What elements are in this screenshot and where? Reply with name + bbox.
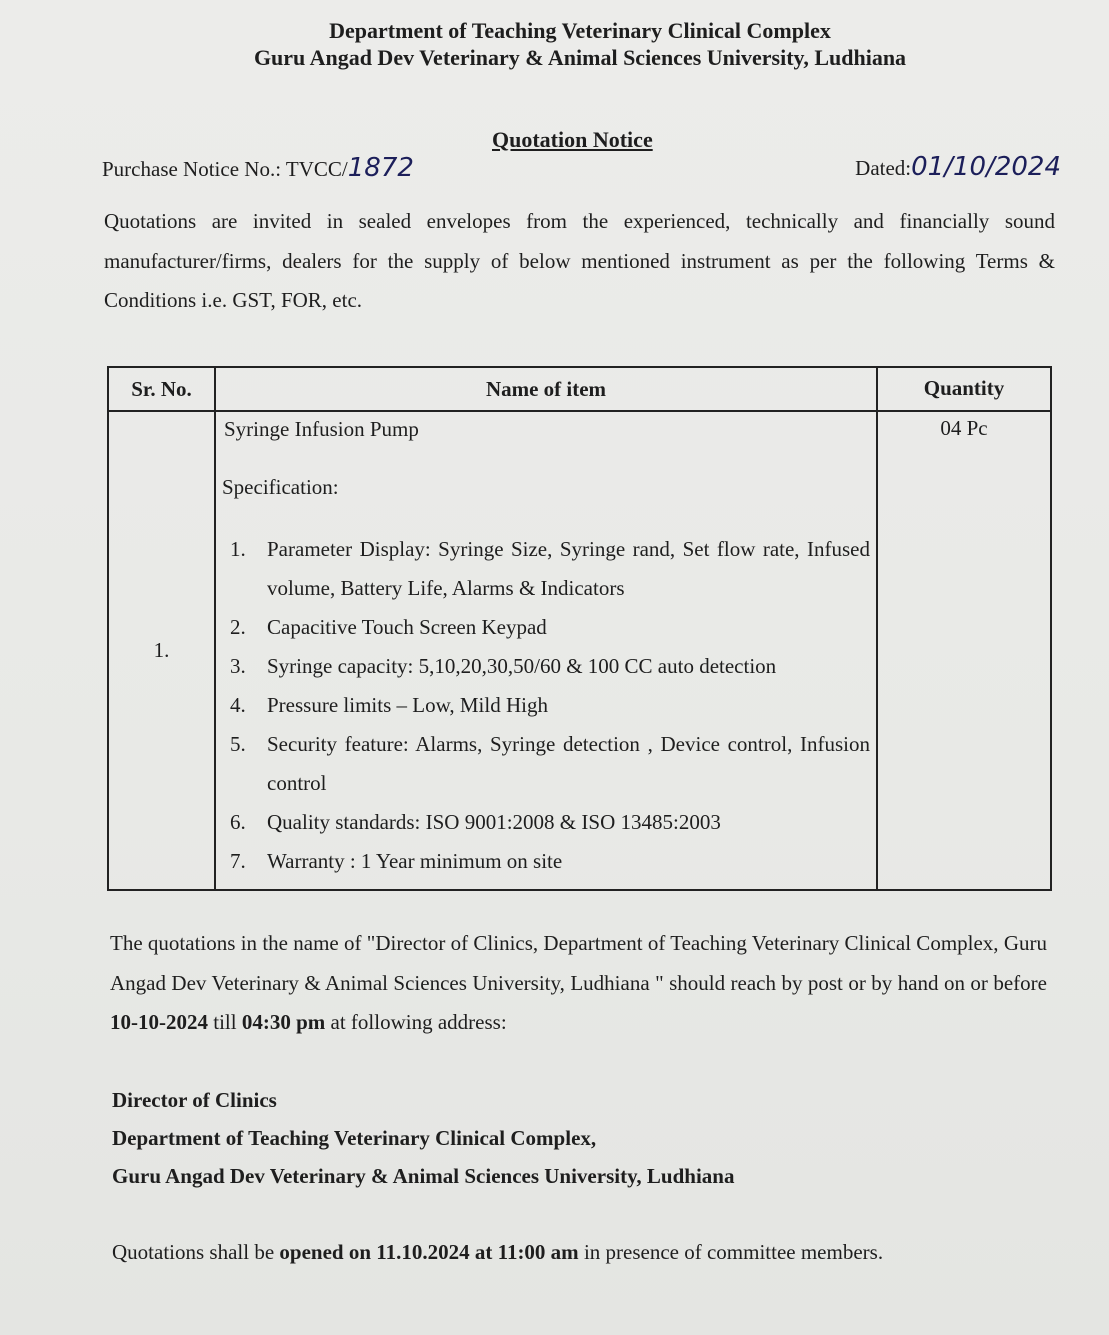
opening-text-a: Quotations shall be [112,1240,280,1264]
spec-text: Pressure limits – Low, Mild High [267,693,548,717]
submission-deadline-date: 10-10-2024 [110,1010,208,1034]
submission-paragraph [110,924,1047,1043]
spec-item [222,842,870,881]
submission-text-b: till [208,1010,242,1034]
table-header-row [108,367,1051,411]
submission-deadline-time: 04:30 pm [241,1010,326,1034]
spec-item [222,686,870,725]
spec-item [222,530,870,608]
opening-date-time: opened on 11.10.2024 at 11:00 am [279,1240,579,1264]
address-line-3: Guru Angad Dev Veterinary & Animal Sciences University, Ludhiana [112,1164,735,1188]
spec-number: 4. [230,693,246,717]
notice-title: Quotation Notice [492,127,653,152]
spec-number: 1. [230,537,246,561]
address-line-1: Director of Clinics [112,1088,277,1112]
purchase-notice-label: Purchase Notice No.: TVCC/ [102,157,348,181]
opening-text-b: in presence of committee members. [578,1240,884,1264]
specification-label: Specification: [222,475,339,499]
spec-number: 3. [230,654,246,678]
address-line-2: Department of Teaching Veterinary Clinical Complex, [112,1126,597,1150]
purchase-notice-number [102,153,414,183]
spec-text: Warranty : 1 Year minimum on site [267,849,563,873]
intro-paragraph: Quotations are invited in sealed envelopes from the experienced, technically and financially sound manufacturer/firms, dealers for the supply of below mentioned instrument as per the following Terms & Conditions i.e. GST, FOR, etc. [104,209,1055,312]
handwritten-notice-number: 1872 [347,153,414,183]
department-heading: Department of Teaching Veterinary Clinical Complex [329,18,831,43]
opening-notice [112,1240,883,1265]
spec-number: 7. [230,849,246,873]
header-quantity: Quantity [877,367,1051,411]
spec-number: 6. [230,810,246,834]
spec-text: Capacitive Touch Screen Keypad [267,615,547,639]
spec-text: Syringe capacity: 5,10,20,30,50/60 & 100 CC auto detection [267,654,777,678]
row-item-cell [215,411,877,890]
spec-item [222,725,870,803]
university-heading: Guru Angad Dev Veterinary & Animal Sciences University, Ludhiana [253,45,907,70]
spec-number: 2. [230,615,246,639]
specification-list [222,530,870,881]
header-item-name: Name of item [215,367,877,411]
dated-label: Dated: [855,156,912,180]
spec-text: Security feature: Alarms, Syringe detection , Device control, Infusion control [267,732,870,795]
spec-item [222,647,870,686]
spec-item [222,803,870,842]
spec-number: 5. [230,732,246,756]
spec-text: Quality standards: ISO 9001:2008 & ISO 13485:2003 [267,810,721,834]
submission-text-a: The quotations in the name of "Director of Clinics, Department of Teaching Veterinary Clinical Complex, Guru Angad Dev Veterinary & Animal Sciences University, Ludhiana " should reach by post or by hand on or before [110,931,1047,995]
items-table [107,366,1052,891]
notice-date [855,152,1061,182]
submission-text-c: at following address: [325,1010,507,1034]
spec-text: Parameter Display: Syringe Size, Syringe rand, Set flow rate, Infused volume, Battery Life, Alarms & Indicators [267,537,870,600]
handwritten-date: 01/10/2024 [911,152,1061,182]
spec-item [222,608,870,647]
table-row [108,411,1051,890]
row-sr-no: 1. [108,411,215,890]
item-name: Syringe Infusion Pump [224,417,419,441]
header-sr-no: Sr. No. [108,367,215,411]
row-quantity: 04 Pc [877,411,1051,890]
